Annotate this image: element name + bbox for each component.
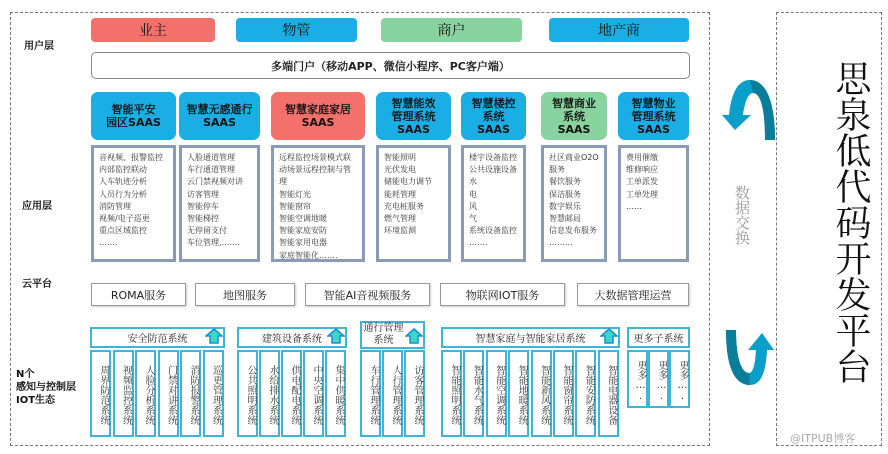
iot-subsystem[interactable]: 人脸分析系统 [135,350,156,437]
iot-subsystem[interactable]: 集中供暖系统 [325,350,346,437]
iot-subsystem[interactable]: 周界防范系统 [90,350,111,437]
feature-item: 能耗管理 [384,189,416,199]
saas-feature-list [376,145,451,262]
user-role-button[interactable]: 业主 [91,18,215,42]
feature-item: 电 [469,189,477,199]
iot-group-header[interactable]: 安全防范系统 [90,327,225,348]
saas-module-title[interactable]: 智慧楼控 系统 SAAS [461,92,526,140]
iot-subsystem[interactable]: 智能新风系统 [531,350,552,437]
cloud-service[interactable]: 地图服务 [195,283,295,306]
user-role-button[interactable]: 商户 [381,18,522,42]
feature-item: 消防管理 [99,201,131,211]
feature-item: ……. [99,238,118,248]
feature-item: 内部监控联动 [99,165,147,175]
feature-item: 水 [469,177,477,187]
iot-group-header[interactable]: 建筑设备系统 [237,327,347,348]
feature-item: 无停留支付 [187,226,227,236]
feature-item: …… [626,201,642,211]
feature-item: 音视频、报警监控 [99,153,163,162]
feature-item: 云门禁视频对讲 [187,177,243,187]
platform-title: 思泉低代码开发平台 [830,60,871,384]
feature-item: 重点区域监控 [99,226,147,236]
upload-arrow-icon [600,328,618,344]
iot-group-header[interactable]: 智慧家庭与智能家居系统 [441,327,620,348]
feature-item: 智能空调地暖 [279,214,327,224]
iot-subsystem[interactable]: 门禁对讲系统 [158,350,179,437]
feature-item: 智能家用电器 [279,238,327,248]
feature-item: 风 [469,201,477,211]
iot-subsystem[interactable]: 视频监控系统 [113,350,134,437]
feature-item: 餐饮服务 [549,177,581,187]
feature-item: 工单处理 [626,189,658,199]
saas-module-title[interactable]: 智能平安 园区SAAS [91,92,176,140]
feature-item: 智能灯光 [279,189,311,199]
upload-arrow-icon [327,328,345,344]
cloud-service[interactable]: 物联网IOT服务 [440,283,565,306]
feature-item: ……... [549,238,573,248]
saas-module-title[interactable]: 智慧商业 系统 SAAS [541,92,607,140]
feature-item: 智能停车 [187,201,219,211]
iot-subsystem[interactable]: 消防报警系统 [180,350,201,437]
saas-module-title[interactable]: 智慧家庭家居 SAAS [271,92,365,140]
iot-subsystem[interactable]: 公共照明系统 [237,350,258,437]
saas-feature-list [618,145,689,262]
iot-subsystem[interactable]: 巡更管理系统 [203,350,224,437]
iot-subsystem[interactable]: 访客管理系统 [404,350,425,437]
iot-subsystem[interactable]: 更多…. [648,350,669,408]
iot-subsystem[interactable]: 智能窗帘系统 [553,350,574,437]
feature-item: 储能电力调节 [384,177,432,187]
cloud-service[interactable]: 智能AI音视频服务 [305,283,430,306]
feature-item: 社区商业O2O服务 [549,153,599,175]
watermark: @ITPUB博客 [790,432,856,445]
exchange-arrow-bottom-icon [712,325,782,395]
feature-item: 车行通道管理 [187,165,235,175]
feature-item: 光伏发电 [384,165,416,175]
feature-item: 气 [469,214,477,224]
saas-feature-list [179,145,260,262]
layer-label-user: 用户层 [24,41,54,52]
saas-feature-list [271,145,365,262]
iot-subsystem[interactable]: 水给排水系统 [259,350,280,437]
exchange-arrow-top-icon [705,75,780,145]
iot-subsystem[interactable]: 人行管理系统 [382,350,403,437]
feature-item: 系统设备监控 [469,226,517,236]
saas-module-title[interactable]: 智慧物业 管理系统 SAAS [618,92,689,140]
saas-feature-list [461,145,526,262]
feature-item: 智慧邮局 [549,214,581,224]
feature-item: 智能窗帘 [279,201,311,211]
upload-arrow-icon [405,328,423,344]
feature-item: 访客管理 [187,189,219,199]
feature-item: 视频/电子巡更 [99,214,150,224]
feature-item: 数字娱乐 [549,201,581,211]
iot-group-header[interactable]: 通行管理系统 [360,321,425,349]
iot-subsystem[interactable]: 智能安防系统 [575,350,596,437]
saas-module-title[interactable]: 智慧能效 管理系统 SAAS [376,92,451,140]
data-exchange-label: 数据交换 [733,185,751,245]
feature-item: 家庭智能化……. [279,250,338,260]
iot-subsystem[interactable]: 智能空调系统 [486,350,507,437]
cloud-service[interactable]: 大数据管理运营 [577,283,689,306]
feature-item: 人脸通道管理 [187,153,235,162]
iot-subsystem[interactable]: 智能地暖系统 [508,350,529,437]
feature-item: 信息发布服务 [549,226,597,236]
feature-item: 充电桩服务 [384,201,424,211]
feature-item: 保洁服务 [549,189,581,199]
feature-item: 远程监控场景模式联动场景远程控制与管理 [279,153,351,187]
iot-subsystem[interactable]: 中央空调系统 [303,350,324,437]
feature-item: ……. [469,238,488,248]
feature-item: 费用催缴 [626,153,658,162]
cloud-service[interactable]: ROMA服务 [91,283,186,306]
iot-subsystem[interactable]: 更多…. [627,350,648,408]
multi-portal: 多端门户（移动APP、微信小程序、PC客户端） [91,52,690,79]
user-role-button[interactable]: 地产商 [549,18,689,42]
user-role-button[interactable]: 物管 [236,18,357,42]
iot-subsystem[interactable]: 智能照明系统 [441,350,462,437]
saas-feature-list [541,145,607,262]
iot-subsystem[interactable]: 智能电器设备 [598,350,619,437]
feature-item: 人员行为分析 [99,189,147,199]
feature-item: 人车轨迹分析 [99,177,147,187]
feature-item: 智能照明 [384,153,416,162]
feature-item: 楼宇设备监控 [469,153,517,162]
feature-item: 公共设施设备 [469,165,517,175]
feature-item: 维修响应 [626,165,658,175]
upload-arrow-icon [205,328,223,344]
layer-label-cloud: 云平台 [22,279,52,290]
iot-subsystem[interactable]: 智能水气系统 [463,350,484,437]
iot-subsystem[interactable]: 车行管理系统 [360,350,381,437]
feature-item: 智能梯控 [187,214,219,224]
saas-module-title[interactable]: 智慧无感通行 SAAS [179,92,260,140]
iot-group-header[interactable]: 更多子系统 [627,327,690,348]
iot-subsystem[interactable]: 更多…. [669,350,690,408]
feature-item: 工单派发 [626,177,658,187]
layer-label-iot: N个 感知与控制层 IOT生态 [16,369,76,406]
iot-subsystem[interactable]: 供电配电系统 [281,350,302,437]
feature-item: 燃气管理 [384,214,416,224]
feature-item: 环境监测 [384,226,416,236]
layer-label-app: 应用层 [22,201,52,212]
saas-feature-list [91,145,176,262]
feature-item: 车位管理,……. [187,238,241,248]
feature-item: 智能家庭安防 [279,226,327,236]
